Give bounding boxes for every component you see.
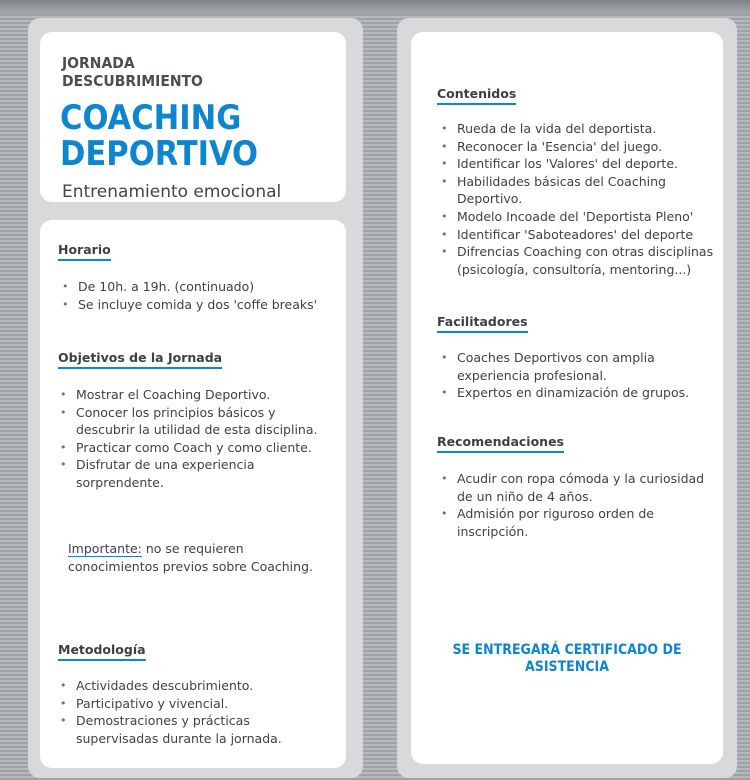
left-column [28, 18, 363, 778]
list-item: • Practicar como Coach y como cliente. [56, 439, 326, 457]
list-item: • Rueda de la vida del deportista. [437, 120, 717, 138]
event-kicker [62, 54, 203, 90]
list-item: • Modelo Incoade del 'Deportista Pleno' [437, 208, 717, 226]
certificate-line-2: ASISTENCIA [525, 659, 609, 675]
title-card [40, 32, 346, 202]
certificate-notice [431, 642, 703, 676]
list-item: • De 10h. a 19h. (continuado) [58, 278, 343, 296]
important-note [68, 540, 338, 576]
contenidos-heading: Contenidos [437, 86, 516, 105]
list-item: • Se incluye comida y dos 'coffe breaks' [58, 296, 343, 314]
list-item: • Expertos en dinamización de grupos. [437, 384, 699, 402]
list-item: • Participativo y vivencial. [56, 695, 332, 713]
objetivos-list [56, 386, 326, 492]
list-item: • Disfrutar de una experiencia sorprendente. [56, 456, 326, 491]
title-line-1: COACHING [60, 98, 242, 138]
list-item: • Habilidades básicas del Coaching Deportivo. [437, 173, 717, 208]
list-item: • Identificar los 'Valores' del deporte. [437, 155, 717, 173]
list-item: • Identificar 'Saboteadores' del deporte [437, 226, 717, 244]
list-item: • Conocer los principios básicos y descubrir la utilidad de esta disciplina. [56, 404, 326, 439]
kicker-line-1: JORNADA [62, 54, 135, 72]
list-item: • Admisión por riguroso orden de inscripción. [437, 505, 711, 540]
recomendaciones-list [437, 470, 711, 540]
facilitadores-list [437, 349, 699, 402]
list-item: • Reconocer la 'Esencia' del juego. [437, 138, 717, 156]
metodologia-heading: Metodología [58, 642, 146, 661]
title-line-2: DEPORTIVO [60, 134, 259, 174]
certificate-line-1: SE ENTREGARÁ CERTIFICADO DE [452, 642, 682, 658]
horario-heading: Horario [58, 242, 111, 261]
objetivos-heading: Objetivos de la Jornada [58, 350, 222, 369]
list-item: • Actividades descubrimiento. [56, 677, 332, 695]
horario-list [58, 278, 343, 313]
page-subtitle: Entrenamiento emocional [62, 182, 282, 202]
important-text: no se requieren conocimientos previos sobre Coaching. [68, 541, 313, 574]
recomendaciones-heading: Recomendaciones [437, 434, 564, 453]
list-item: • Coaches Deportivos con amplia experiencia profesional. [437, 349, 699, 384]
page-title [60, 100, 258, 172]
list-item: • Acudir con ropa cómoda y la curiosidad de un niño de 4 años. [437, 470, 711, 505]
contenidos-list [437, 120, 717, 278]
right-column [397, 18, 737, 778]
top-frame [0, 0, 750, 14]
right-info-card [411, 32, 723, 764]
important-label: Importante: [68, 541, 142, 556]
left-info-card [40, 220, 346, 768]
kicker-line-2: DESCUBRIMIENTO [62, 72, 203, 90]
list-item: • Mostrar el Coaching Deportivo. [56, 386, 326, 404]
list-item: • Demostraciones y prácticas supervisadas durante la jornada. [56, 712, 332, 747]
facilitadores-heading: Facilitadores [437, 314, 528, 333]
metodologia-list [56, 677, 332, 747]
list-item: • Difrencias Coaching con otras disciplinas (psicología, consultoría, mentoring...) [437, 243, 717, 278]
